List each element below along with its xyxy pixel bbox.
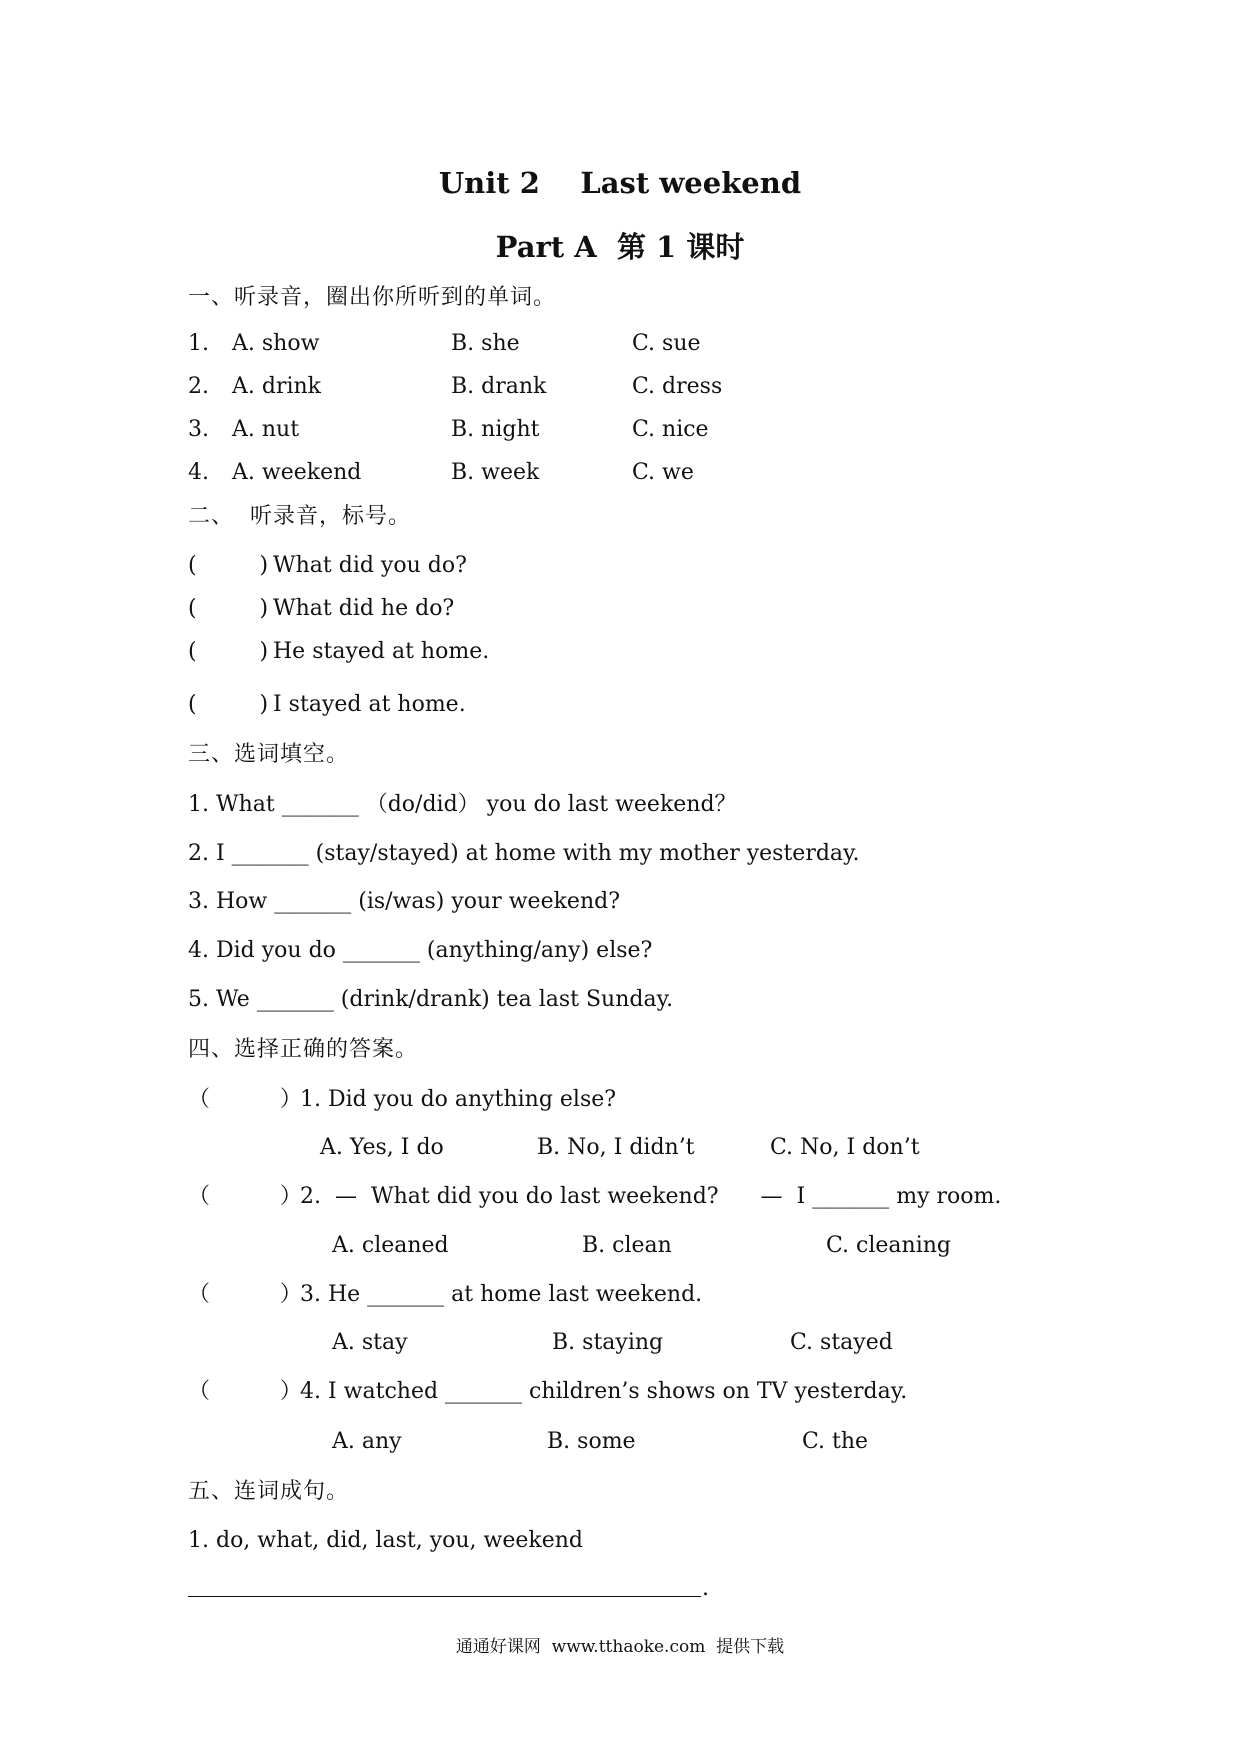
s3-item-2: 2. I _______ (stay/stayed) at home with my mother yesterday. — [188, 841, 860, 866]
s4-option-a: A. Yes, I do — [320, 1135, 444, 1160]
s4-option-c: C. No, I don’t — [770, 1135, 920, 1160]
s1-option-c: C. sue — [632, 331, 701, 356]
section-1-heading: 一、听录音，圈出你所听到的单词。 — [188, 285, 557, 310]
s4-option-a: A. any — [332, 1429, 402, 1454]
section-4-heading: 四、选择正确的答案。 — [188, 1037, 419, 1062]
s1-option-a: A. nut — [232, 417, 300, 442]
s3-item-1: 1. What _______ （do/did） you do last weekend？ — [188, 792, 737, 817]
s5-item-1: 1. do, what, did, last, you, weekend — [188, 1528, 584, 1553]
s4-question-text: 4. I watched _______ children’s shows on TV yesterday. — [300, 1379, 908, 1404]
sentence-period: . — [702, 1576, 709, 1601]
page-subtitle: Part A 第 1 课时 — [495, 230, 745, 264]
s3-item-3: 3. How _______ (is/was) your weekend? — [188, 889, 620, 914]
s4-option-b: B. staying — [552, 1330, 664, 1355]
s1-option-a: A. drink — [232, 374, 322, 399]
answer-bracket: （ ） — [188, 1282, 302, 1307]
s4-question-text: 1. Did you do anything else? — [300, 1087, 617, 1112]
s1-option-b: B. she — [451, 331, 520, 356]
s1-option-c: C. dress — [632, 374, 723, 399]
s4-option-c: C. the — [802, 1429, 869, 1454]
section-5-heading: 五、连词成句。 — [188, 1479, 350, 1504]
answer-bracket: ( ) — [188, 553, 269, 578]
answer-bracket: ( ) — [188, 596, 269, 621]
answer-blank-line — [188, 1596, 701, 1597]
s4-option-b: B. No, I didn’t — [537, 1135, 695, 1160]
s1-item-number: 1. — [188, 331, 209, 356]
s2-item-text: He stayed at home. — [273, 639, 490, 664]
answer-bracket: ( ) — [188, 692, 269, 717]
s2-item-text: I stayed at home. — [273, 692, 466, 717]
s2-item-text: What did you do? — [273, 553, 467, 578]
answer-bracket: （ ） — [188, 1184, 302, 1209]
s1-option-c: C. nice — [632, 417, 709, 442]
s4-question-text: 2. — What did you do last weekend? — I _______ my room. — [300, 1184, 1002, 1209]
s4-option-a: A. stay — [332, 1330, 408, 1355]
s1-option-c: C. we — [632, 460, 694, 485]
s3-item-4: 4. Did you do _______ (anything/any) else? — [188, 938, 653, 963]
s1-item-number: 2. — [188, 374, 209, 399]
s1-item-number: 3. — [188, 417, 209, 442]
s1-option-b: B. drank — [451, 374, 547, 399]
s4-question-text: 3. He _______ at home last weekend. — [300, 1282, 703, 1307]
s1-option-b: B. week — [451, 460, 540, 485]
s4-option-c: C. stayed — [790, 1330, 893, 1355]
s1-item-number: 4. — [188, 460, 209, 485]
answer-bracket: ( ) — [188, 639, 269, 664]
s1-option-a: A. weekend — [232, 460, 362, 485]
section-2-heading: 二、 听录音，标号。 — [188, 504, 411, 529]
section-3-heading: 三、选词填空。 — [188, 742, 350, 767]
s2-item-text: What did he do? — [273, 596, 455, 621]
download-footer: 通通好课网 www.tthaoke.com 提供下载 — [455, 1637, 785, 1657]
page-title: Unit 2 Last weekend — [438, 166, 802, 200]
s4-option-c: C. cleaning — [826, 1233, 951, 1258]
answer-bracket: （ ） — [188, 1087, 302, 1112]
s4-option-b: B. some — [547, 1429, 636, 1454]
s1-option-b: B. night — [451, 417, 540, 442]
s1-option-a: A. show — [232, 331, 320, 356]
answer-bracket: （ ） — [188, 1379, 302, 1404]
s3-item-5: 5. We _______ (drink/drank) tea last Sunday. — [188, 987, 674, 1012]
s4-option-a: A. cleaned — [332, 1233, 449, 1258]
s4-option-b: B. clean — [582, 1233, 672, 1258]
